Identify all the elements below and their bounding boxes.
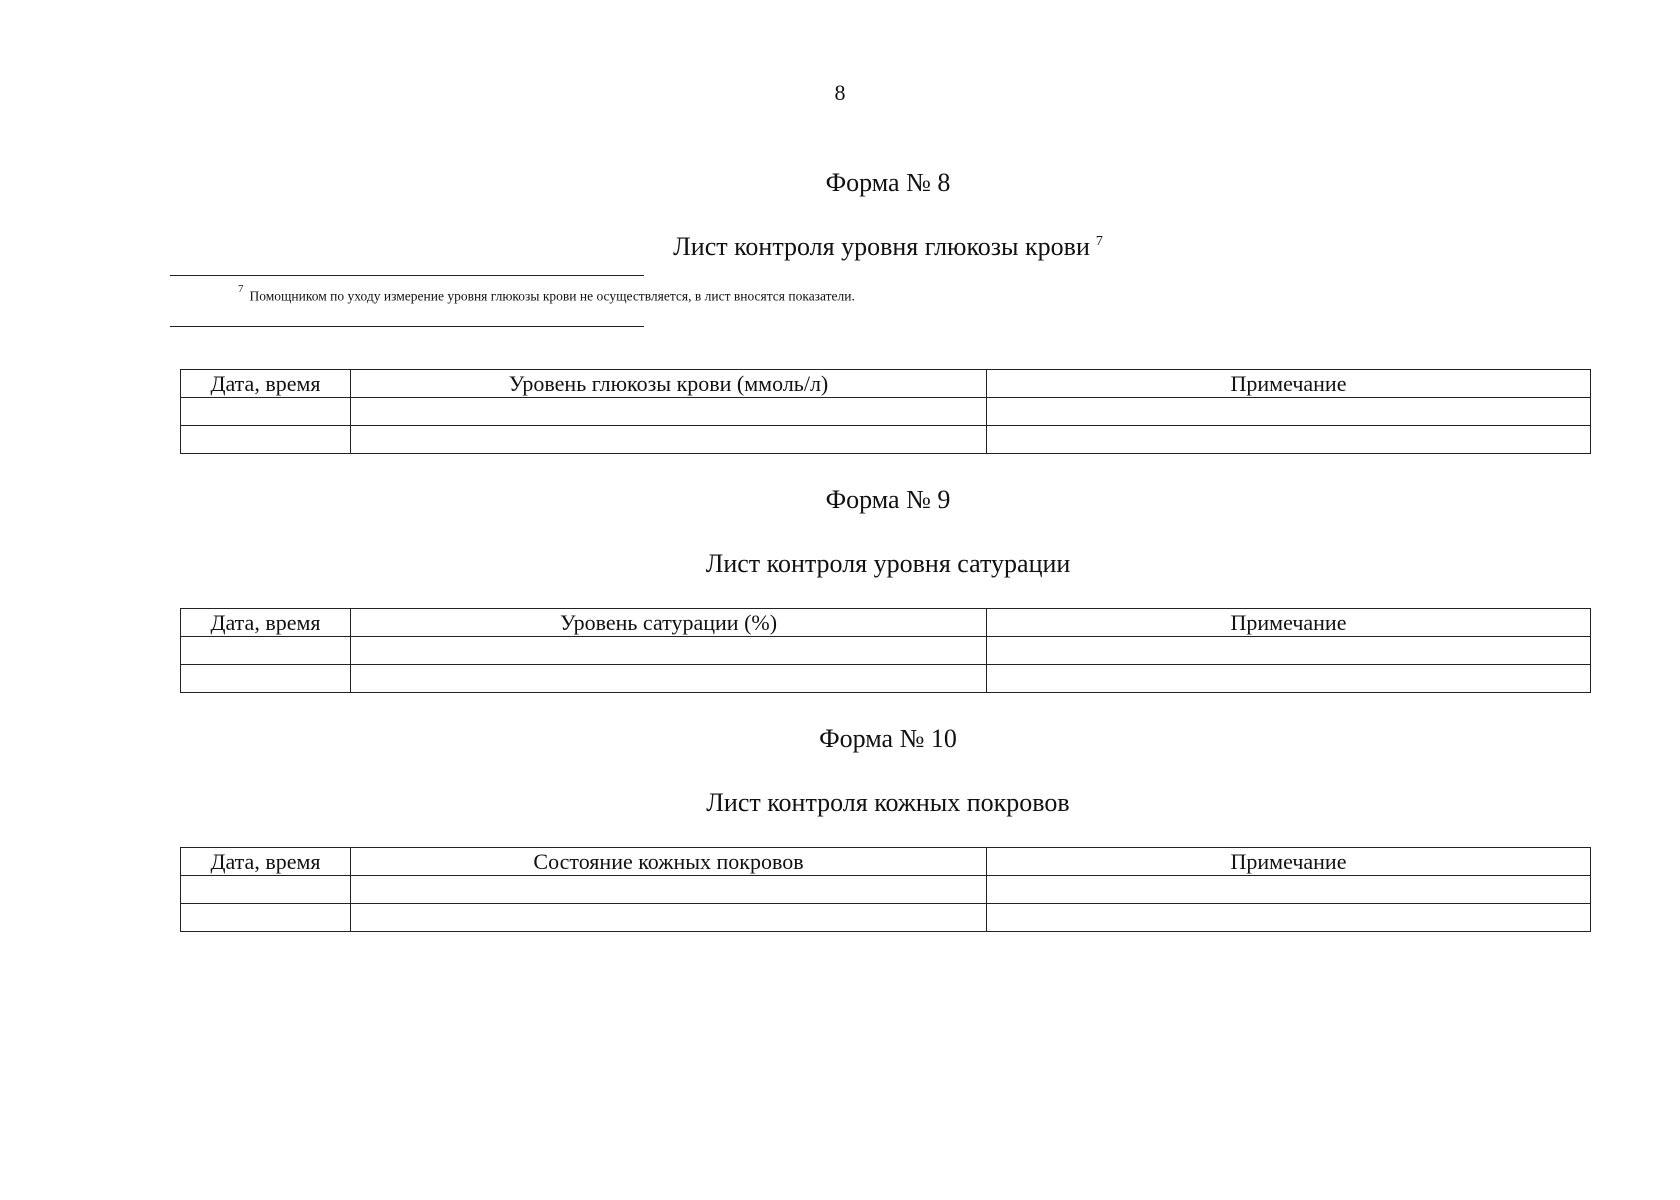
header-note: Примечание xyxy=(987,609,1591,637)
form-9-label: Форма № 9 xyxy=(825,485,951,514)
table-cell[interactable] xyxy=(181,426,351,454)
table-cell[interactable] xyxy=(181,876,351,904)
table-cell[interactable] xyxy=(351,637,987,665)
table-cell[interactable] xyxy=(351,398,987,426)
table-row xyxy=(181,426,1591,454)
footnote-rule-bottom xyxy=(170,326,644,327)
table-row xyxy=(181,637,1591,665)
form-10-label: Форма № 10 xyxy=(819,724,957,753)
table-row xyxy=(181,665,1591,693)
table-cell[interactable] xyxy=(351,876,987,904)
table-cell[interactable] xyxy=(181,398,351,426)
header-note: Примечание xyxy=(987,370,1591,398)
form-8-title xyxy=(0,232,1680,262)
header-saturation-level: Уровень сатурации (%) xyxy=(351,609,987,637)
header-glucose-level: Уровень глюкозы крови (ммоль/л) xyxy=(351,370,987,398)
footnote-rule-top xyxy=(170,275,644,276)
table-cell[interactable] xyxy=(181,637,351,665)
table-header-row xyxy=(181,848,1591,876)
header-skin-condition: Состояние кожных покровов xyxy=(351,848,987,876)
table-cell[interactable] xyxy=(987,426,1591,454)
table-header-row xyxy=(181,609,1591,637)
header-date-time: Дата, время xyxy=(181,609,351,637)
form-9-title: Лист контроля уровня сатурации xyxy=(705,549,1071,578)
saturation-table xyxy=(180,608,1591,693)
form-8-title-text: Лист контроля уровня глюкозы крови xyxy=(673,232,1090,261)
header-date-time: Дата, время xyxy=(181,370,351,398)
table-row xyxy=(181,904,1591,932)
footnote-mark: 7 xyxy=(238,283,244,295)
table-cell[interactable] xyxy=(351,426,987,454)
table-cell[interactable] xyxy=(987,904,1591,932)
header-note: Примечание xyxy=(987,848,1591,876)
table-cell[interactable] xyxy=(987,398,1591,426)
footnote-ref: 7 xyxy=(1095,234,1103,250)
table-cell[interactable] xyxy=(351,665,987,693)
header-date-time: Дата, время xyxy=(181,848,351,876)
table-cell[interactable] xyxy=(987,876,1591,904)
footnote-text: Помощником по уходу измерение уровня глюкозы крови не осуществляется, в лист вносятся показатели. xyxy=(249,288,855,304)
glucose-table xyxy=(180,369,1591,454)
table-cell[interactable] xyxy=(987,665,1591,693)
form-8-label: Форма № 8 xyxy=(825,168,951,197)
table-cell[interactable] xyxy=(351,904,987,932)
table-row xyxy=(181,876,1591,904)
table-row xyxy=(181,398,1591,426)
table-cell[interactable] xyxy=(181,904,351,932)
page-number: 8 xyxy=(834,80,846,105)
skin-table xyxy=(180,847,1591,932)
footnote xyxy=(238,283,855,305)
table-cell[interactable] xyxy=(181,665,351,693)
table-header-row xyxy=(181,370,1591,398)
table-cell[interactable] xyxy=(987,637,1591,665)
form-10-title: Лист контроля кожных покровов xyxy=(706,788,1070,817)
